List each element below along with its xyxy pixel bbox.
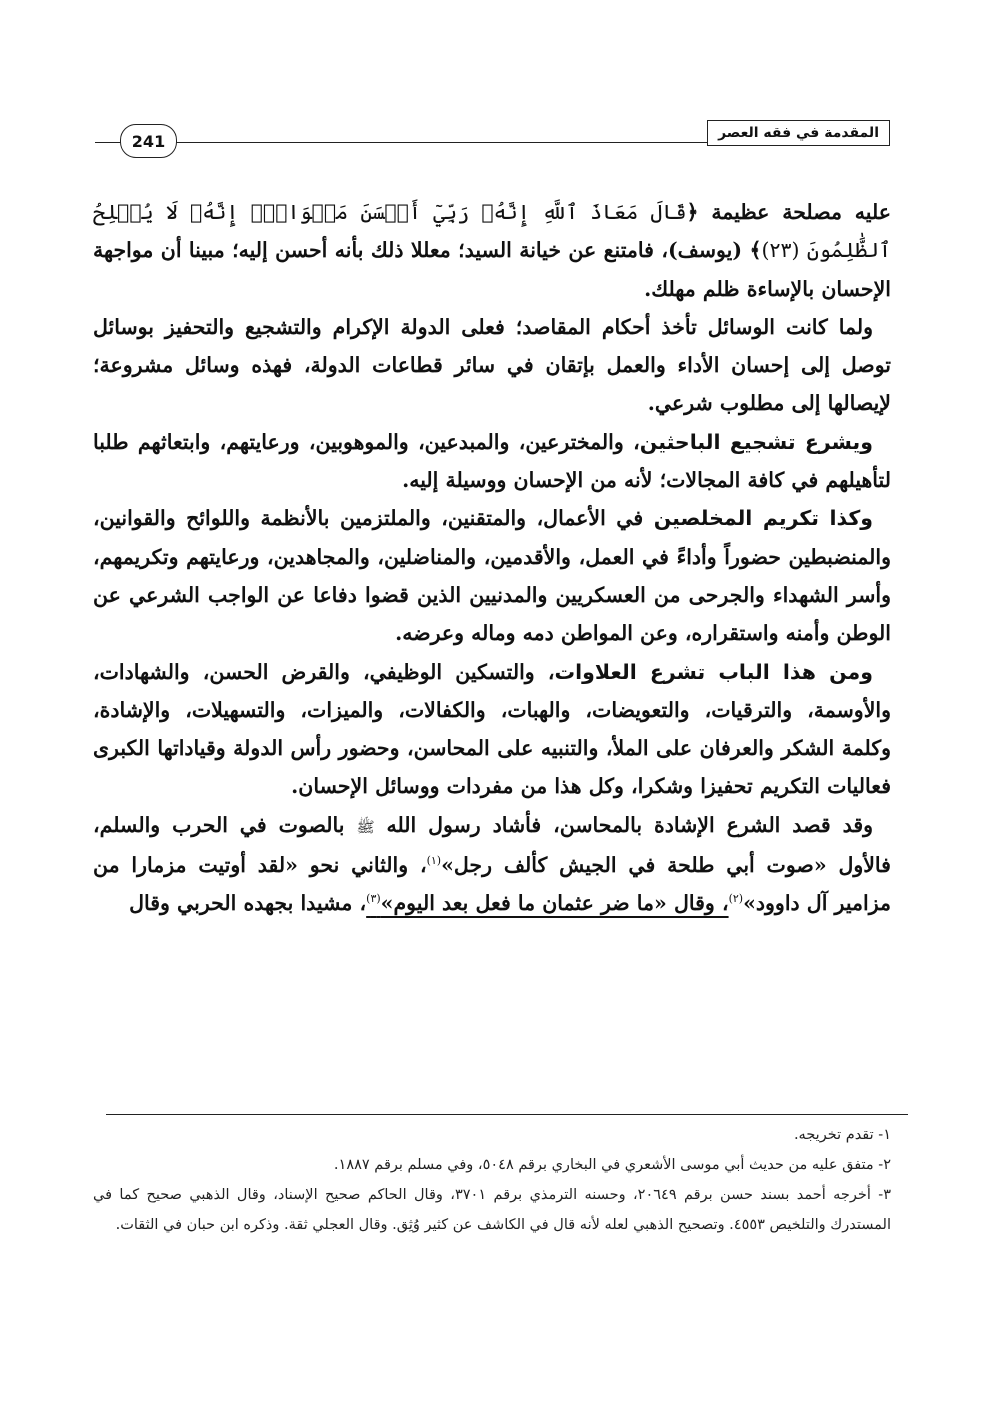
- footnote-3: ٣- أخرجه أحمد بسند حسن برقم ٢٠٦٤٩، وحسنه الترمذي برقم ٣٧٠١، وقال الحاكم صحيح الإسناد، وقال الذهبي صحيح كما في المستدرك والتلخيص ٤٥٥٣. وتصحيح الذهبي لعله لأنه قال في الكاشف عن كثير وُثِق. وقال العجلي ثقة. وذكره ابن حبان في الثقات.: [93, 1187, 891, 1233]
- quran-close-bracket: ﴾: [749, 238, 762, 263]
- paragraph-3: [93, 423, 891, 500]
- footnote-separator: [106, 1114, 908, 1115]
- paragraph-4: [93, 499, 891, 652]
- quran-open-bracket: ﴿: [686, 200, 699, 224]
- paragraph-6-part-e: ، مشيدا بجهده الحربي وقال: [129, 891, 367, 916]
- main-text: [93, 193, 891, 923]
- footnotes: [93, 1120, 891, 1240]
- paragraph-6-part-b: بالصوت في الحرب والسلم، فالأول «صوت أبي طلحة في الجيش كألف رجل»: [93, 812, 891, 878]
- paragraph-6-part-a: وقد قصد الشرع الإشادة بالمحاسن، فأشاد رسول الله: [386, 812, 874, 837]
- paragraph-6-part-d-text: ، وقال «ما ضر عثمان ما فعل بعد اليوم»: [380, 891, 729, 916]
- paragraph-2: ولما كانت الوسائل تأخذ أحكام المقاصد؛ فعلى الدولة الإكرام والتشجيع والتحفيز بوسائل توصل إلى إحسان الأداء والعمل بإتقان في سائر قطاعات الدولة، فهذه وسائل مشروعة؛ لإيصالها إلى مطلوب شرعي.: [93, 314, 891, 416]
- paragraph-1-rest: (يوسف)، فامتنع عن خيانة السيد؛ معللا ذلك بأنه أحسن إليه؛ مبينا أن مواجهة الإحسان بالإساءة ظلم مهلك.: [93, 238, 891, 301]
- paragraph-6-part-d: [366, 891, 728, 915]
- footnote-ref-2: (٢): [728, 892, 744, 906]
- paragraph-5-rest: ، والتسكين الوظيفي، والقرض الحسن، والشهادات، والأوسمة، والترقيات، والتعويضات، والهبات، والكفالات، والميزات، والتسهيلات، والإشادة، وكلمة الشكر والعرفان على الملأ، والتنبيه على المحاسن، وحضور رأس الدولة وقياداتها الكبرى فعاليات التكريم تحفيزا وشكرا، وكل هذا من مفردات ووسائل الإحسان.: [93, 659, 891, 799]
- footnote-1: ١- تقدم تخريجه.: [793, 1127, 891, 1143]
- page-number: 241: [120, 124, 177, 158]
- paragraph-5: [93, 653, 891, 806]
- paragraph-4-bold: وكذا تكريم المخلصين: [653, 506, 873, 531]
- paragraph-1-lead: عليه مصلحة عظيمة: [711, 200, 891, 224]
- paragraph-6: [93, 806, 891, 923]
- page-header: [95, 120, 890, 150]
- salutation-symbol: ﷺ: [356, 817, 375, 836]
- running-title: المقدمة في فقه العصر: [707, 120, 890, 146]
- quran-verse: قَالَ مَعَاذَ ٱللَّهِ إِنَّهُۥ رَبِّيٓ أَحۡسَنَ مَثۡوَايَۖ إِنَّهُۥ لَا يُفۡلِحُ ٱلظَّٰلِمُونَ: [93, 200, 892, 263]
- paragraph-1: [93, 193, 891, 308]
- paragraph-3-rest: ، والمخترعين، والمبدعين، والموهوبين، ورعايتهم، وابتعاثهم طلبا لتأهيلهم في كافة المجالات؛ لأنه من الإحسان ووسيلة إليه.: [93, 429, 891, 493]
- paragraph-4-rest: في الأعمال، والمتقنين، والملتزمين بالأنظمة واللوائح والقوانين، والمنضبطين حضوراً وأداءً في العمل، والأقدمين، والمناضلين، والمجاهدين، ورعايتهم وتكريمهم، وأسر الشهداء والجرحى من العسكريين والمدنيين الذين قضوا دفاعا عن الواجب الشرعي عن الوطن وأمنه واستقراره، وعن المواطن دمه وماله وعرضه.: [93, 506, 891, 646]
- paragraph-6-part-c: ، والثاني نحو «لقد أوتيت مزمارا من مزامير آل داوود»: [93, 853, 891, 916]
- paragraph-5-bold: ومن هذا الباب تشرع العلاوات: [554, 659, 873, 684]
- footnote-ref-3: (٣): [366, 892, 381, 906]
- paragraph-3-bold: ويشرع تشجيع الباحثين: [639, 429, 873, 454]
- ayah-number: (٢٣): [761, 238, 800, 263]
- footnote-2: ٢- متفق عليه من حديث أبي موسى الأشعري في البخاري برقم ٥٠٤٨، وفي مسلم برقم ١٨٨٧.: [333, 1157, 891, 1173]
- footnote-ref-1: (١): [426, 854, 442, 868]
